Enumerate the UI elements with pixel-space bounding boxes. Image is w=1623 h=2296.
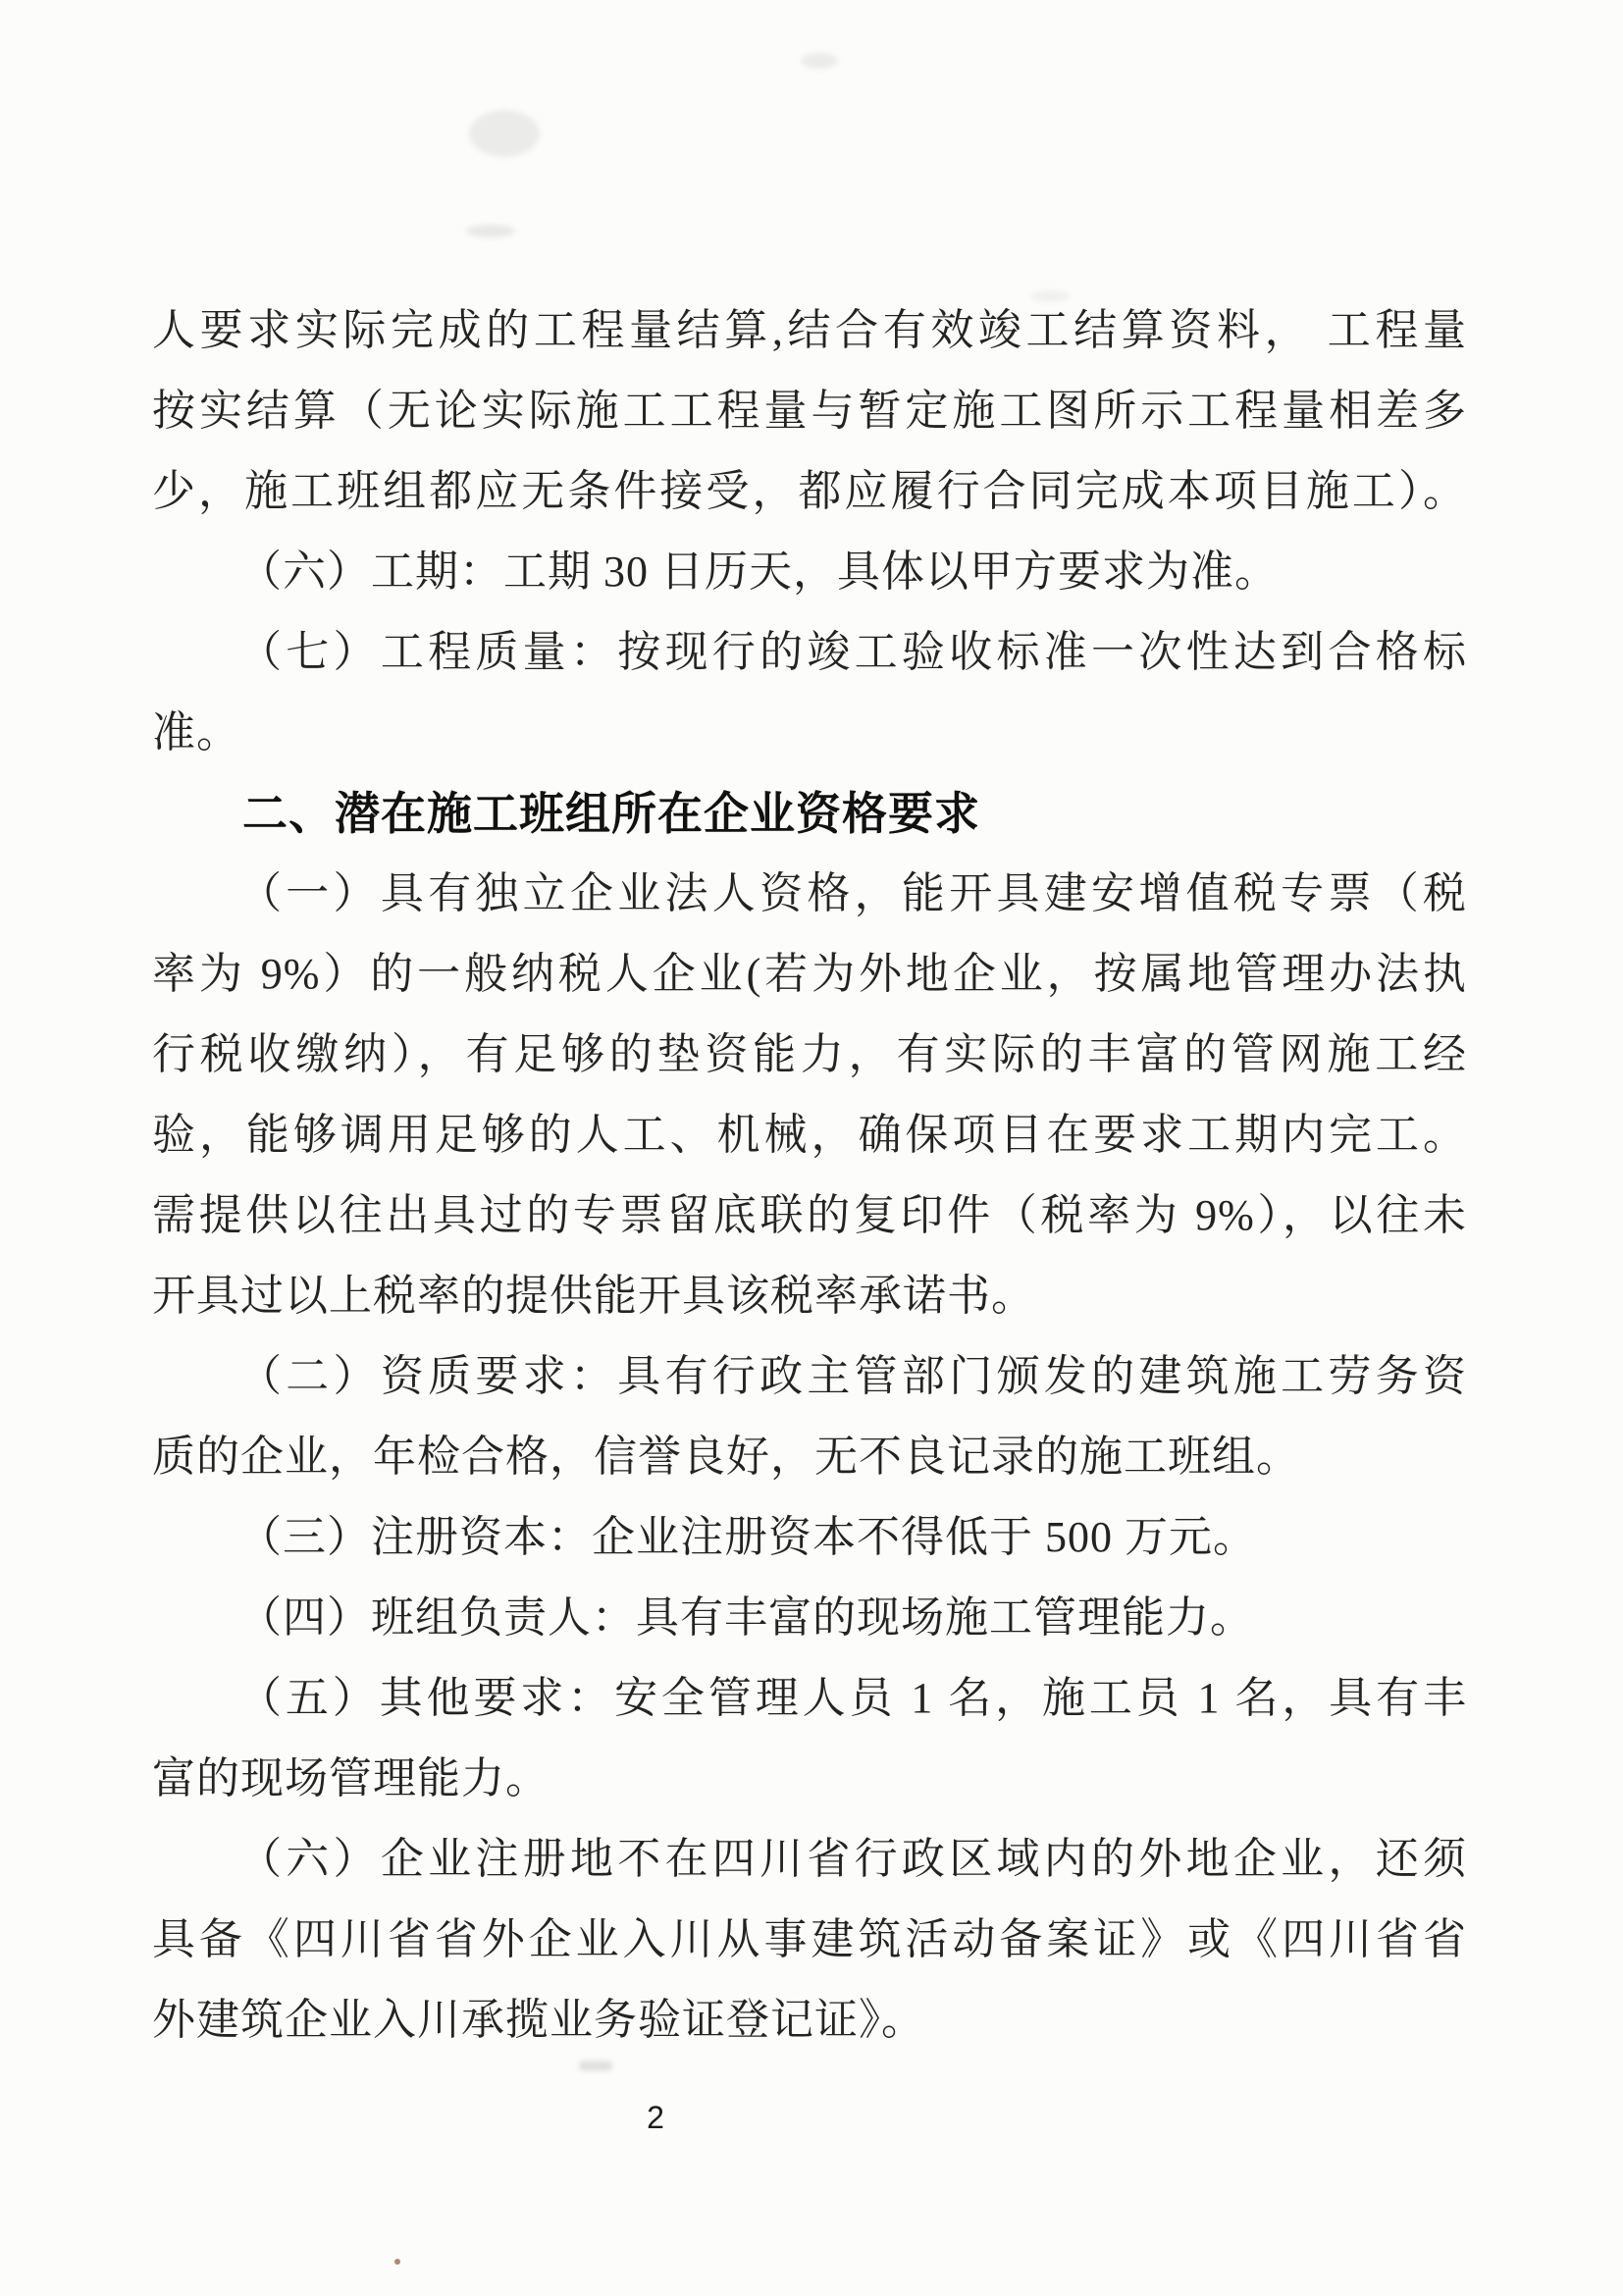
text-line: 验，能够调用足够的人工、机械，确保项目在要求工期内完工。: [152, 1111, 1467, 1159]
text-line: 需提供以往出具过的专票留底联的复印件（税率为 9%），以往未: [152, 1191, 1467, 1239]
text-line: 开具过以上税率的提供能开具该税率承诺书。: [152, 1272, 1035, 1320]
scan-smudge: [801, 53, 838, 69]
text-line: 行税收缴纳），有足够的垫资能力，有实际的丰富的管网施工经: [152, 1030, 1467, 1078]
page-number: 2: [647, 2100, 664, 2135]
text-line: （五）其他要求：安全管理人员 1 名，施工员 1 名，具有丰: [238, 1674, 1467, 1722]
text-line: 外建筑企业入川承揽业务验证登记证》。: [152, 1996, 925, 2044]
text-line: 率为 9%）的一般纳税人企业(若为外地企业，按属地管理办法执: [152, 950, 1467, 998]
document-body: [152, 290, 1467, 2061]
text-line: （一）具有独立企业法人资格，能开具建安增值税专票（税: [238, 869, 1467, 917]
text-line: 少，施工班组都应无条件接受，都应履行合同完成本项目施工）。: [152, 467, 1467, 515]
scan-smudge: [469, 110, 540, 157]
text-line: 人要求实际完成的工程量结算,结合有效竣工结算资料， 工程量: [152, 306, 1467, 354]
scan-ink-dot: [394, 2259, 400, 2265]
text-line: （四）班组负责人：具有丰富的现场施工管理能力。: [238, 1593, 1254, 1642]
section-heading: 二、潜在施工班组所在企业资格要求: [242, 788, 980, 839]
text-line: 按实结算（无论实际施工工程量与暂定施工图所示工程量相差多: [152, 387, 1467, 435]
text-line: （二）资质要求：具有行政主管部门颁发的建筑施工劳务资: [238, 1352, 1467, 1400]
scan-smudge: [579, 2061, 612, 2070]
text-line: 准。: [152, 708, 240, 757]
text-line: 具备《四川省省外企业入川从事建筑活动备案证》或《四川省省: [152, 1915, 1467, 1963]
text-line: 质的企业，年检合格，信誉良好，无不良记录的施工班组。: [152, 1433, 1300, 1481]
text-line: （七）工程质量：按现行的竣工验收标准一次性达到合格标: [238, 628, 1467, 676]
scan-smudge: [466, 225, 515, 237]
text-line: （六）企业注册地不在四川省行政区域内的外地企业，还须: [238, 1835, 1467, 1883]
text-line: （三）注册资本：企业注册资本不得低于 500 万元。: [238, 1513, 1257, 1561]
text-line: （六）工期：工期 30 日历天，具体以甲方要求为准。: [238, 548, 1279, 596]
text-line: 富的现场管理能力。: [152, 1754, 550, 1802]
